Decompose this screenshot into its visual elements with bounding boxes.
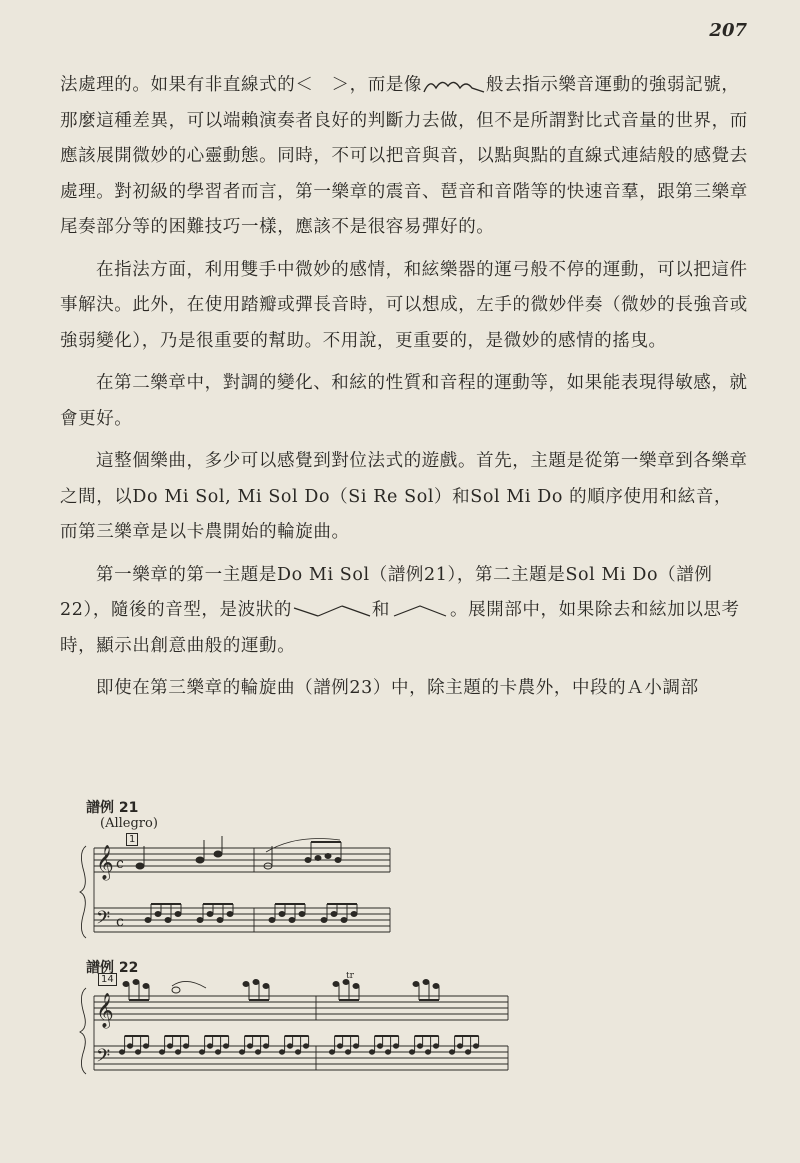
paragraph-1	[60, 68, 750, 246]
wave-figure-1	[292, 602, 372, 620]
measure-number: 14	[98, 973, 117, 986]
body-text	[60, 68, 750, 714]
paragraph-5	[60, 558, 750, 665]
svg-text:c: c	[116, 856, 124, 872]
paragraph-text: ，而是像	[349, 75, 423, 95]
svg-text:c: c	[116, 914, 124, 930]
example-21-label: 譜例 21	[86, 800, 139, 816]
paragraph-text: 般去指示樂音運動的強弱記號，那麼這種差異，可以端賴演奏者良好的判斷力去做，但不是所謂對比式音量的世界，而應該展開微妙的心靈動態。同時，不可以把音與音，以點與點的直線式連結般的感覺去處理。對初級的學習者而言，第一樂章的震音、琶音和音階等的快速音羣，跟第三樂章尾奏部分等的困難技巧一樣，應該不是很容易彈好的。	[60, 75, 748, 237]
paragraph-text: 。展開部中，如果除去和絃加以思考時，顯示出創意曲般的運動。	[60, 600, 740, 656]
measure-number: 1	[126, 833, 138, 846]
example-22-label: 譜例 22	[86, 960, 139, 976]
paragraph-3: 在第二樂章中，對調的變化、和絃的性質和音程的運動等，如果能表現得敏感，就會更好。	[60, 373, 748, 429]
tempo-marking: (Allegro)	[100, 816, 158, 831]
svg-text:𝄢: 𝄢	[96, 908, 111, 933]
wave-figure-2	[390, 602, 450, 620]
paragraph-6: 即使在第三樂章的輪旋曲（譜例23）中，除主題的卡農外，中段的Ａ小調部	[96, 678, 699, 698]
paragraph-4: 這整個樂曲，多少可以感覺到對位法式的遊戲。首先，主題是從第一樂章到各樂章之間，以Do Mi Sol, Mi Sol Do（Si Re Sol）和Sol Mi Do 的順序使用和絃音，而第三樂章是以卡農開始的輪旋曲。	[60, 451, 748, 542]
score-example-21	[76, 832, 406, 952]
wavy-dynamics-mark	[422, 76, 486, 96]
paragraph-text: 第一樂章的第一主題是Do Mi Sol（譜例21），第二主題是Sol Mi Do（譜例22），隨後的音型，是波狀的	[60, 564, 713, 620]
svg-text:tr: tr	[346, 972, 354, 981]
svg-text:𝄢: 𝄢	[96, 1046, 111, 1071]
paragraph-text: 和	[371, 600, 391, 620]
paragraph-2: 在指法方面，利用雙手中微妙的感情，和絃樂器的運弓般不停的運動，可以把這件事解決。此外，在使用踏瓣或彈長音時，可以想成，左手的微妙伴奏（微妙的長強音或強弱變化），乃是很重要的幫助。不用說，更重要的，是微妙的感情的搖曳。	[60, 259, 748, 351]
score-example-22	[76, 972, 516, 1084]
dynamic-hairpins: ＜ ＞	[295, 75, 350, 95]
paragraph-text: 法處理的。如果有非直線式的	[60, 75, 296, 95]
page-number: 207	[709, 20, 747, 41]
svg-text:𝄞: 𝄞	[96, 993, 114, 1028]
svg-text:𝄞: 𝄞	[96, 845, 114, 880]
